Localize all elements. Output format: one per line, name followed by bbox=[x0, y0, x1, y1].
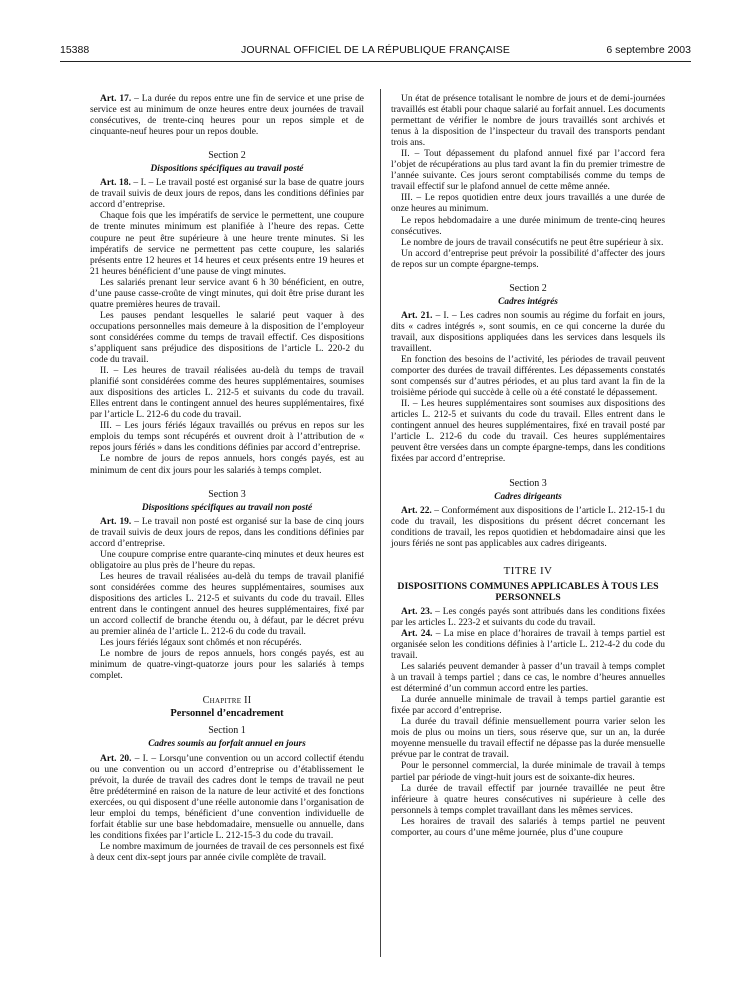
article-18: Art. 18. – I. – Le travail posté est organisé sur la base de quatre jours de travail suivis de deux jours de repos, dans les conditions définies par accord d’entreprise. bbox=[90, 178, 364, 211]
paragraph: Les pauses pendant lesquelles le salarié peut vaquer à des occupations personnelles mais demeure à la disposition de l’employeur sont considérées comme du temps de travail effectif. Ces dispositions s’appliquent sans préjudice des dispositions de l’article L. 220-2 du code du travail. bbox=[90, 310, 364, 366]
section-subtitle: Cadres dirigeants bbox=[494, 491, 562, 502]
article-23: Art. 23. – Les congés payés sont attribués dans les conditions fixées par les articles L. 223-2 et suivants du code du travail. bbox=[391, 606, 666, 628]
section-subtitle: Cadres soumis au forfait annuel en jours bbox=[148, 739, 306, 750]
article-19: Art. 19. – Le travail non posté est organisé sur la base de cinq jours de travail suivis de deux jours de repos, dans les conditions définies par accord d’entreprise. bbox=[90, 516, 364, 549]
paragraph: Le nombre de jours de repos annuels, hors congés payés, est au minimum de cent dix jours pour les salariés à temps complet. bbox=[90, 454, 364, 476]
paragraph: Les salariés prenant leur service avant 6 h 30 bénéficient, en outre, d’une pause casse-croûte de vingt minutes, qui doit être prise durant les quatre premières heures de travail. bbox=[90, 277, 364, 310]
section-heading: Section 2 bbox=[208, 150, 246, 162]
paragraph: La durée de travail effectif par journée travaillée ne peut être inférieure à quatre heures consécutives ni supérieure à celle des personnels à temps complet travaillant dans les mêmes services. bbox=[391, 783, 665, 816]
paragraph: Les horaires de travail des salariés à temps partiel ne peuvent comporter, au cours d’une même journée, plus d’une coupure bbox=[391, 816, 665, 838]
title-heading: TITRE IV bbox=[503, 564, 553, 577]
paragraph: Pour le personnel commercial, la durée minimale de travail à temps partiel par période de vingt-huit jours est de soixante-dix heures. bbox=[391, 761, 665, 783]
paragraph: Les salariés peuvent demander à passer d’un travail à temps complet à un travail à temps partiel ; dans ce cas, le nombre d’heures annuelles est déterminé d’un commun accord entre les parties. bbox=[391, 662, 665, 695]
paragraph: II. – Tout dépassement du plafond annuel fixé par l’accord fera l’objet de récupérations au plus tard avant la fin du premier trimestre de l’année suivante. Ces jours seront comptabilisés comme du temps de travail effectif sur le plafond annuel de cette même année. bbox=[391, 149, 665, 193]
left-column bbox=[90, 94, 364, 864]
title-subtitle: DISPOSITIONS COMMUNES APPLICABLES À TOUS LES PERSONNELS bbox=[397, 580, 659, 603]
paragraph: Les jours fériés légaux sont chômés et non récupérés. bbox=[100, 638, 302, 649]
section-subtitle: Cadres intégrés bbox=[498, 296, 558, 307]
section-heading: Section 3 bbox=[208, 488, 246, 500]
section-heading: Section 2 bbox=[509, 282, 547, 294]
paragraph: III. – Les jours fériés légaux travaillés ou prévus en repos sur les emplois du temps sont récupérés et ouvrent droit à l’attribution de « repos jours fériés » dans les conditions définies par accord d’entreprise. bbox=[90, 421, 364, 454]
page-number: 15388 bbox=[60, 44, 90, 56]
chapter-title: Personnel d’encadrement bbox=[170, 708, 284, 720]
article-21: Art. 21. – I. – Les cadres non soumis au régime du forfait en jours, dits « cadres intégrés », sont soumis, en ce qui concerne la durée du travail, aux dispositions appliquées dans les services dans lesquels ils travaillent. bbox=[391, 310, 665, 354]
journal-title: JOURNAL OFFICIEL DE LA RÉPUBLIQUE FRANÇAISE bbox=[241, 44, 510, 56]
paragraph: Un état de présence totalisant le nombre de jours et de demi-journées travaillés est établi pour chaque salarié au forfait annuel. Les documents permettant de vérifier le nombre de jours travaillés sont archivés et tenus à la disposition de l’inspecteur du travail des transports pendant trois ans. bbox=[391, 94, 665, 149]
article-22: Art. 22. – Conformément aux dispositions de l’article L. 212-15-1 du code du travail, les dispositions du présent décret concernant les conditions de travail, les repos quotidien et hebdomadaire ainsi que les jours fériés ne sont pas applicables aux cadres dirigeants. bbox=[391, 505, 665, 549]
article-24: Art. 24. – La mise en place d’horaires de travail à temps partiel est organisée selon les conditions définies à l’article L. 212-4-2 du code du travail. bbox=[391, 628, 666, 662]
chapter-heading: Chapitre II bbox=[202, 695, 252, 707]
paragraph: La durée annuelle minimale de travail à temps partiel garantie est fixée par accord d’entreprise. bbox=[391, 695, 665, 717]
page-header bbox=[60, 40, 691, 56]
paragraph: Le nombre maximum de journées de travail de ces personnels est fixé à deux cent dix-sept jours par année civile complète de travail. bbox=[90, 841, 364, 863]
section-subtitle: Dispositions spécifiques au travail non posté bbox=[141, 502, 313, 513]
section-heading: Section 3 bbox=[509, 477, 547, 489]
paragraph: Chaque fois que les impératifs de service le permettent, une coupure de trente minutes minimum est planifiée à l’heure des repas. Cette coupure ne peut être supérieure à une heure trente minutes. Si les impératifs de service ne permettent pas cette coupure, les salariés présents entre 12 heures et 14 heures et ceux présents entre 19 heures et 21 heures bénéficient d’une pause de vingt minutes. bbox=[90, 211, 364, 277]
section-heading: Section 1 bbox=[208, 725, 246, 737]
paragraph: Un accord d’entreprise peut prévoir la possibilité d’affecter des jours de repos sur un compte épargne-temps. bbox=[391, 248, 665, 270]
section-subtitle: Dispositions spécifiques au travail posté bbox=[150, 164, 304, 175]
paragraph: III. – Le repos quotidien entre deux jours travaillés a une durée de onze heures au minimum. bbox=[391, 193, 665, 215]
publication-date: 6 septembre 2003 bbox=[606, 44, 691, 56]
paragraph: II. – Les heures de travail réalisées au-delà du temps de travail planifié sont considérées comme des heures supplémentaires, soumises aux dispositions des articles L. 212-5 et suivants du code du travail. Elles entrent dans le contingent annuel des heures supplémentaires, fixé par l’article L. 212-6 du code du travail. bbox=[90, 366, 364, 421]
paragraph: Une coupure comprise entre quarante-cinq minutes et deux heures est obligatoire au plus près de l’heure du repas. bbox=[90, 549, 364, 571]
paragraph: Le nombre de jours de travail consécutifs ne peut être supérieur à six. bbox=[401, 237, 664, 248]
paragraph: Le nombre de jours de repos annuels, hors congés payés, est au minimum de quatre-vingt-quatorze jours pour les salariés à temps complet. bbox=[90, 649, 364, 682]
right-column bbox=[391, 94, 665, 839]
column-divider bbox=[380, 89, 381, 957]
article-17: Art. 17. – La durée du repos entre une fin de service et une prise de service est au minimum de onze heures entre deux journées de travail consécutives, de trente-cinq heures pour un repos simple et de cinquante-neuf heures pour un repos double. bbox=[90, 94, 364, 138]
paragraph: Les heures de travail réalisées au-delà du temps de travail planifié sont considérées comme des heures supplémentaires, soumises aux dispositions des articles L. 212-5 et suivants du code du travail. Elles entrent dans le contingent annuel des heures supplémentaires, fixé par un accord collectif de branche étendu ou, à défaut, par le décret prévu au premier alinéa de l’article L. 212-6 du code du travail. bbox=[90, 571, 364, 638]
paragraph: II. – Les heures supplémentaires sont soumises aux dispositions des articles L. 212-5 et suivants du code du travail. Elles entrent dans le contingent annuel des heures supplémentaires, fixé en travail posté par l’article L. 212-6 du code du travail. Ces heures supplémentaires peuvent être versées dans un compte épargne-temps, dans les conditions fixées par accord d’entreprise. bbox=[391, 399, 665, 465]
header-rule bbox=[60, 61, 691, 62]
paragraph: La durée du travail définie mensuellement pourra varier selon les mois de plus ou moins un tiers, sous réserve que, sur un an, la durée moyenne mensuelle du travail effectif ne dépasse pas la durée mensuelle prévue par le contrat de travail. bbox=[391, 717, 665, 761]
paragraph: Le repos hebdomadaire a une durée minimum de trente-cinq heures consécutives. bbox=[391, 215, 665, 237]
article-20: Art. 20. – I. – Lorsqu’une convention ou un accord collectif étendu ou une convention ou un accord d’entreprise ou d’établissement le prévoit, la durée de travail des cadres dont le temps de travail ne peut être prédéterminé en raison de la nature de leur activité et des fonctions exercées, ou qui disposent d’une réelle autonomie dans l’organisation de leur emploi du temps, bénéficient d’une convention individuelle de forfait établie sur une base hebdomadaire, mensuelle ou annuelle, dans les conditions fixées par l’article L. 212-15-3 du code du travail. bbox=[90, 753, 364, 841]
paragraph: En fonction des besoins de l’activité, les périodes de travail peuvent comporter des durées de travail différentes. Les dépassements constatés sont compensés sur d’autres périodes, et au plus tard avant la fin de la troisième période qui succède à celle où a été constaté le dépassement. bbox=[391, 355, 665, 399]
